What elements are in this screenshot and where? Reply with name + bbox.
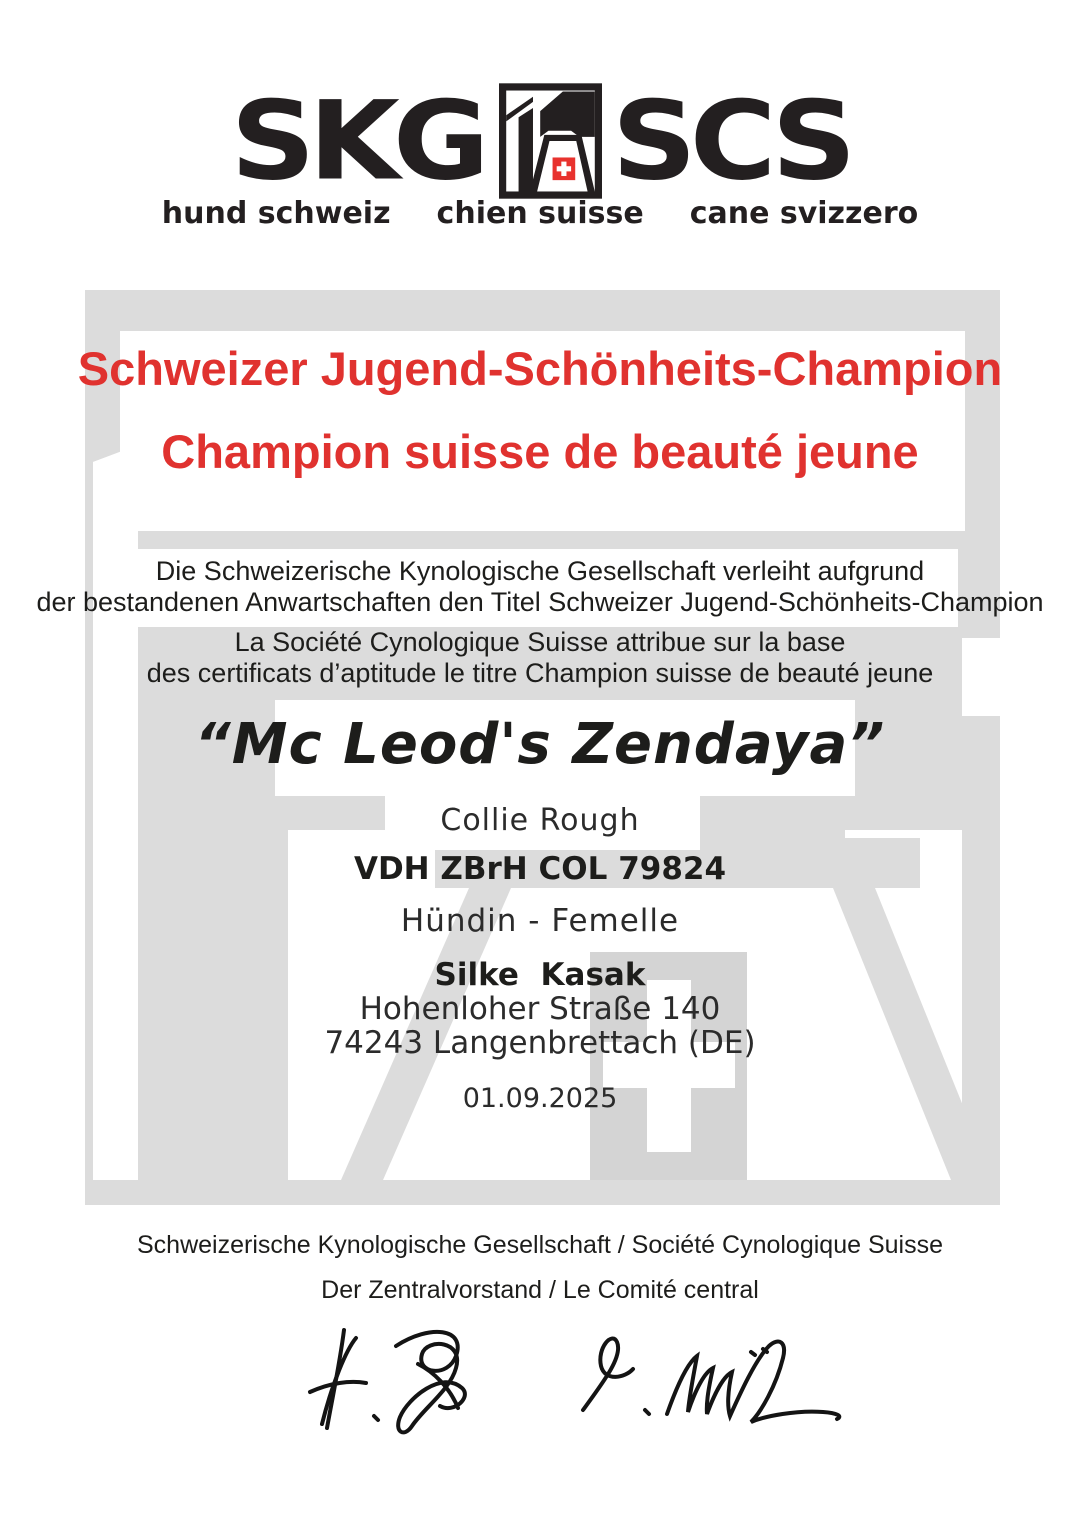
body-french-line2: des certificats d’aptitude le titre Champion suisse de beauté jeune — [146, 658, 934, 688]
owner-street: Hohenloher Straße 140 — [359, 991, 721, 1027]
breed: Collie Rough — [440, 803, 640, 838]
dog-sex: Hündin - Femelle — [400, 903, 680, 939]
skg-logo — [0, 78, 1080, 203]
tagline-italian: cane svizzero — [689, 196, 919, 231]
title-french: Champion suisse de beauté jeune — [161, 425, 919, 478]
tagline-german: hund schweiz — [161, 196, 391, 231]
logo-tagline — [0, 196, 1080, 231]
logo-word-skg: SKG — [230, 77, 483, 204]
certificate-date: 01.09.2025 — [462, 1083, 618, 1114]
president-signature — [300, 1312, 515, 1444]
body-french — [0, 627, 1080, 689]
owner-name: Silke Kasak — [434, 957, 646, 993]
logo-word-scs: SCS — [611, 77, 850, 204]
body-german-line2: der bestandenen Anwartschaften den Titel Schweizer Jugend-Schönheits-Champion — [36, 587, 1044, 617]
secretary-signature — [565, 1322, 850, 1432]
organisation-line: Schweizerische Kynologische Gesellschaft / Société Cynologique Suisse — [137, 1231, 943, 1259]
skg-dog-icon — [499, 82, 602, 200]
owner-city: 74243 Langenbrettach (DE) — [324, 1025, 756, 1061]
body-german — [0, 556, 1080, 618]
title-german: Schweizer Jugend-Schönheits-Champion — [77, 342, 1003, 395]
board-line: Der Zentralvorstand / Le Comité central — [321, 1276, 759, 1304]
dog-name: “Mc Leod's Zendaya” — [194, 712, 886, 777]
body-german-line1: Die Schweizerische Kynologische Gesellschaft verleiht aufgrund — [155, 556, 925, 586]
body-french-line1: La Société Cynologique Suisse attribue sur la base — [234, 627, 846, 657]
registration-number: VDH ZBrH COL 79824 — [353, 851, 727, 887]
tagline-french: chien suisse — [436, 196, 644, 231]
